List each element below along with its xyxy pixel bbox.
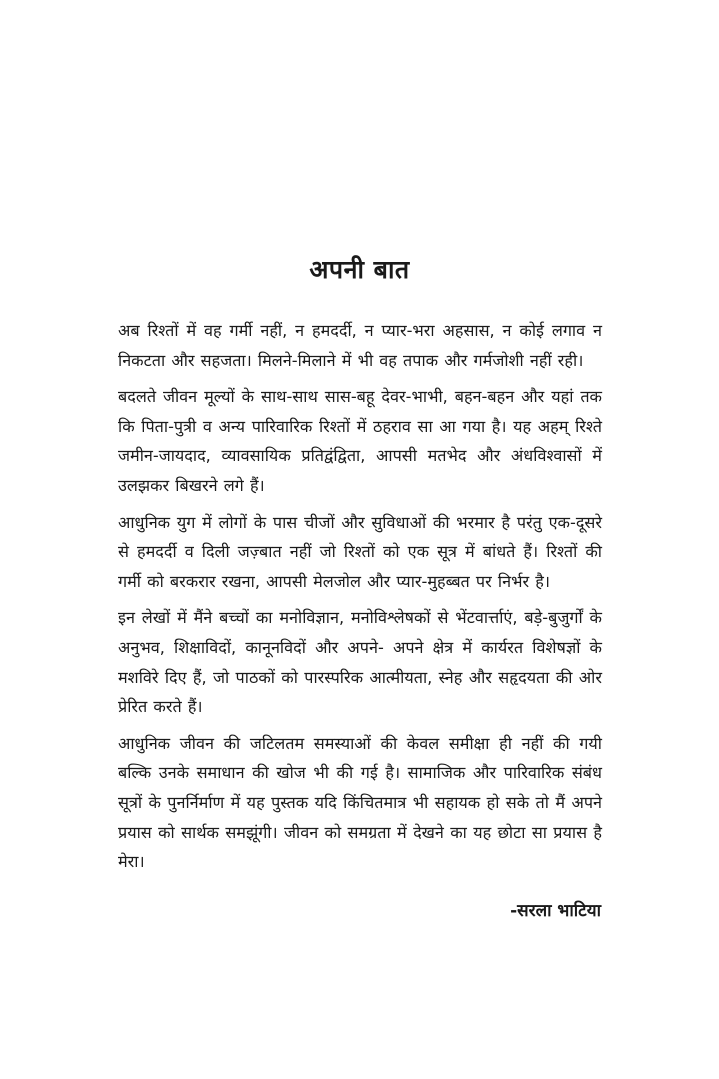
paragraph-5: आधुनिक जीवन की जटिलतम समस्याओं की केवल समीक्षा ही नहीं की गयी बल्कि उनके समाधान की खोज भी की गई है। सामाजिक और पारिवारिक संबंध सूत्रों के पुनर्निर्माण में यह पुस्तक यदि किंचितमात्र भी सहायक हो सके तो मैं अपने प्रयास को सार्थक समझूंगी। जीवन को समग्रता में देखने का यह छोटा सा प्रयास है मेरा।	[118, 733, 602, 872]
paragraph-4: इन लेखों में मैंने बच्चों का मनोविज्ञान, मनोविश्लेषकों से भेंटवार्त्ताएं, बड़े-बुजुर्गों के अनुभव, शिक्षाविदों, कानूनविदों और अपने- अपने क्षेत्र में कार्यरत विशेषज्ञों के मशविरे दिए हैं, जो पाठकों को पारस्परिक आत्मीयता, स्नेह और सहृदयता की ओर प्रेरित करते हैं।	[118, 608, 602, 717]
paragraph-3: आधुनिक युग में लोगों के पास चीजों और सुविधाओं की भरमार है परंतु एक-दूसरे से हमदर्दी व दिली जज़्बात नहीं जो रिश्तों को एक सूत्र में बांधते हैं। रिश्तों की गर्मी को बरकरार रखना, आपसी मेलजोल और प्यार-मुहब्बत पर निर्भर है।	[118, 512, 602, 591]
paragraph-1: अब रिश्तों में वह गर्मी नहीं, न हमदर्दी, न प्यार-भरा अहसास, न कोई लगाव न निकटता और सहजता। मिलने-मिलाने में भी वह तपाक और गर्मजोशी नहीं रही।	[118, 321, 602, 370]
body-text	[118, 316, 602, 884]
author-signature: -सरला भाटिया	[510, 901, 601, 921]
page-title: अपनी बात	[309, 255, 410, 284]
paragraph-2: बदलते जीवन मूल्यों के साथ-साथ सास-बहू देवर-भाभी, बहन-बहन और यहां तक कि पिता-पुत्री व अन्य पारिवारिक रिश्तों में ठहराव सा आ गया है। यह अहम् रिश्ते जमीन-जायदाद, व्यावसायिक प्रतिद्वंद्विता, आपसी मतभेद और अंधविश्वासों में उलझकर बिखरने लगे हैं।	[118, 387, 602, 495]
